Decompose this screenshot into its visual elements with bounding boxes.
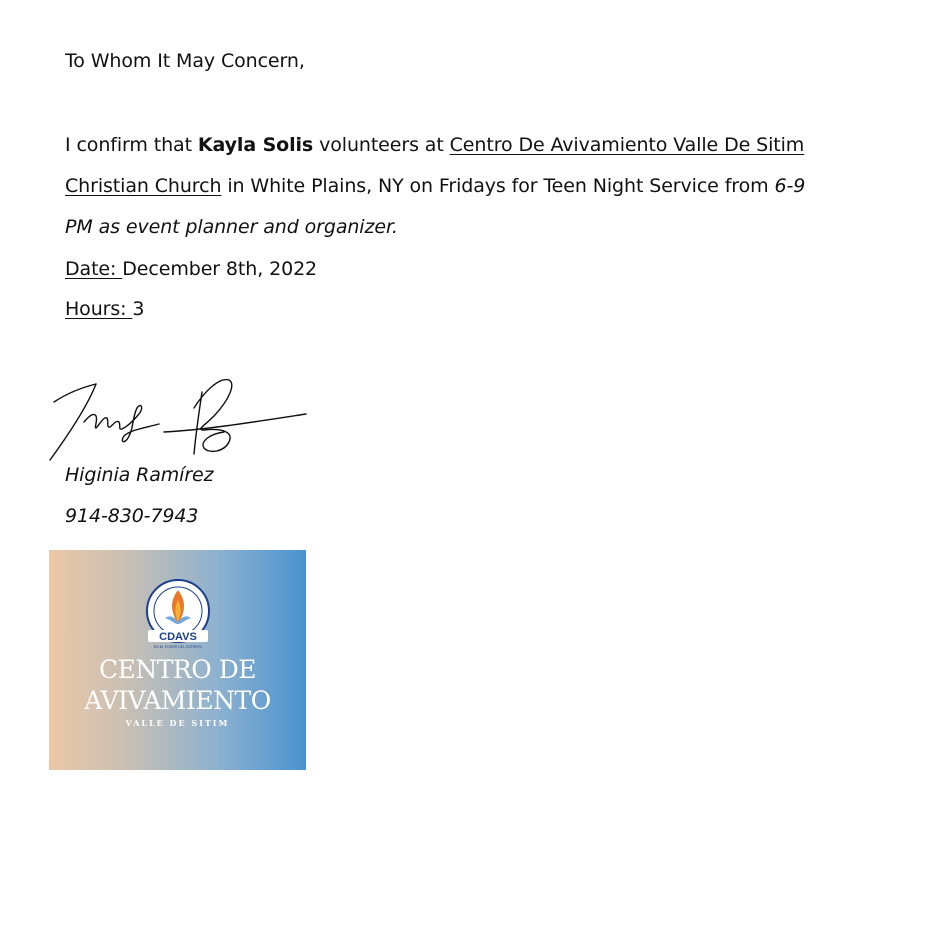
cdavs-emblem-icon	[145, 578, 211, 652]
body-line-2	[65, 174, 805, 198]
handwritten-signature	[44, 372, 314, 467]
body-line-1	[65, 133, 804, 157]
role-line: PM as event planner and organizer.	[65, 216, 398, 238]
body-text-location: in White Plains, NY on Fridays for Teen Night Service from	[221, 175, 775, 197]
volunteer-name: Kayla Solis	[197, 134, 314, 156]
date-label: Date:	[65, 258, 123, 280]
emblem-acronym: CDAVS	[159, 631, 197, 643]
logo-subtitle: VALLE DE SITIM	[125, 718, 230, 728]
logo-title-line-1: CENTRO DE	[99, 655, 256, 684]
logo-title-line-2: AVIVAMIENTO	[84, 686, 271, 715]
salutation: To Whom It May Concern,	[65, 50, 305, 72]
body-text-volunteers-at: volunteers at	[313, 134, 450, 156]
emblem-tagline: EN EL PODER DEL ESPIRITU	[153, 645, 203, 649]
service-time: 6-9	[774, 175, 806, 197]
church-name-line-2: Christian Church	[65, 175, 222, 197]
signer-phone: 914-830-7943	[65, 505, 199, 527]
church-name-line-1: Centro De Avivamiento Valle De Sitim	[449, 134, 805, 156]
hours-label: Hours:	[65, 298, 133, 320]
church-logo	[49, 550, 306, 770]
hours-value: 3	[132, 298, 145, 320]
signer-name: Higinia Ramírez	[65, 464, 214, 486]
hours-row	[65, 297, 144, 321]
date-value: December 8th, 2022	[122, 258, 318, 280]
body-text-intro: I confirm that	[65, 134, 198, 156]
date-row	[65, 257, 317, 281]
